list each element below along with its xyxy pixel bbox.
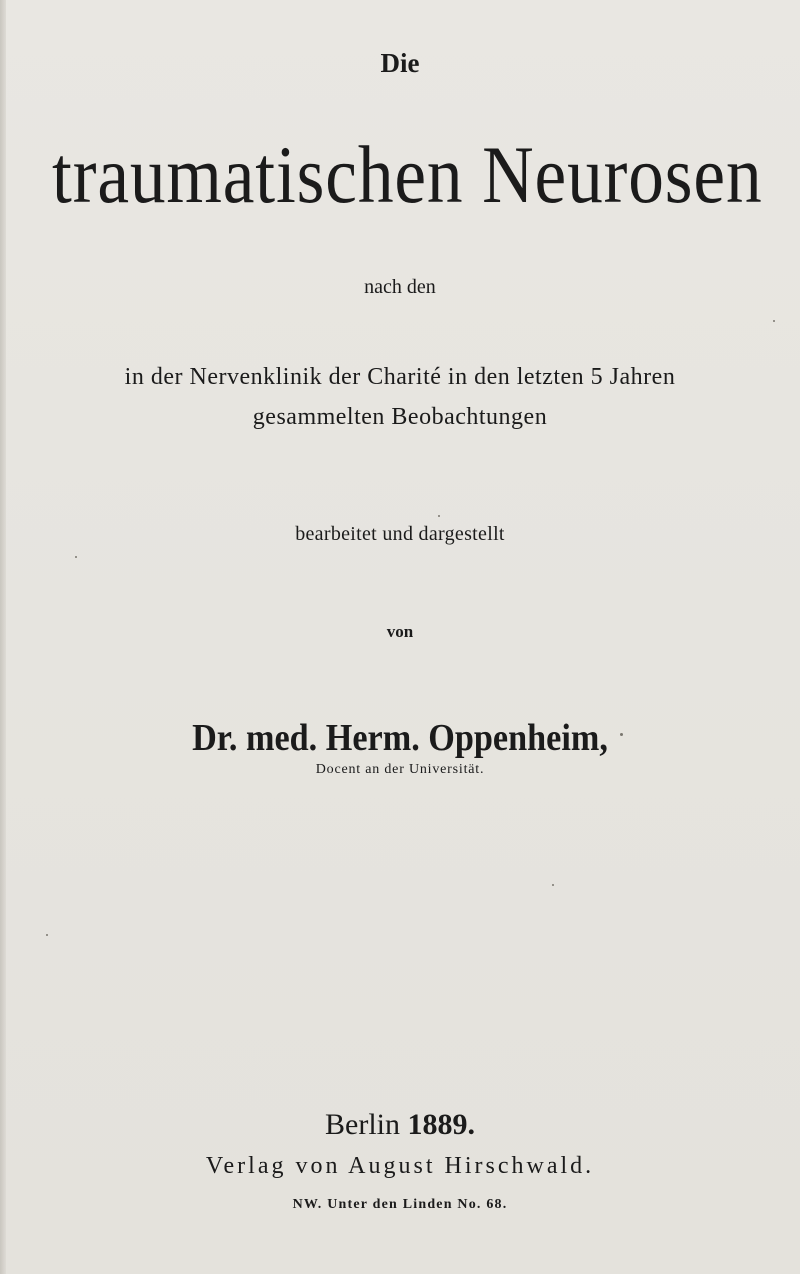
imprint-publisher: Verlag von August Hirschwald. [205,1153,595,1179]
subtitle-line-2: gesammelten Beobachtungen [252,404,548,430]
title-connector: nach den [364,276,436,298]
imprint-year: 1889. [407,1108,475,1141]
paper-speck [620,733,623,736]
imprint-address: NW. Unter den Linden No. 68. [292,1197,508,1212]
author-name: Dr. med. Herm. Oppenheim, [192,717,608,759]
treatment-note: bearbeitet und dargestellt [295,523,505,545]
paper-speck [438,515,440,517]
imprint-place: Berlin [325,1108,400,1141]
by-label: von [386,622,414,641]
author-position: Docent an der Universität. [315,762,485,777]
paper-speck [75,556,77,558]
title-article: Die [380,48,420,78]
subtitle-line-1: in der Nervenklinik der Charité in den letzten 5 Jahren [124,364,676,390]
paper-speck [46,934,48,936]
paper-speck [552,884,554,886]
imprint-place-year [0,1108,800,1142]
paper-speck [773,320,775,322]
book-title: traumatischen Neurosen [52,129,763,220]
